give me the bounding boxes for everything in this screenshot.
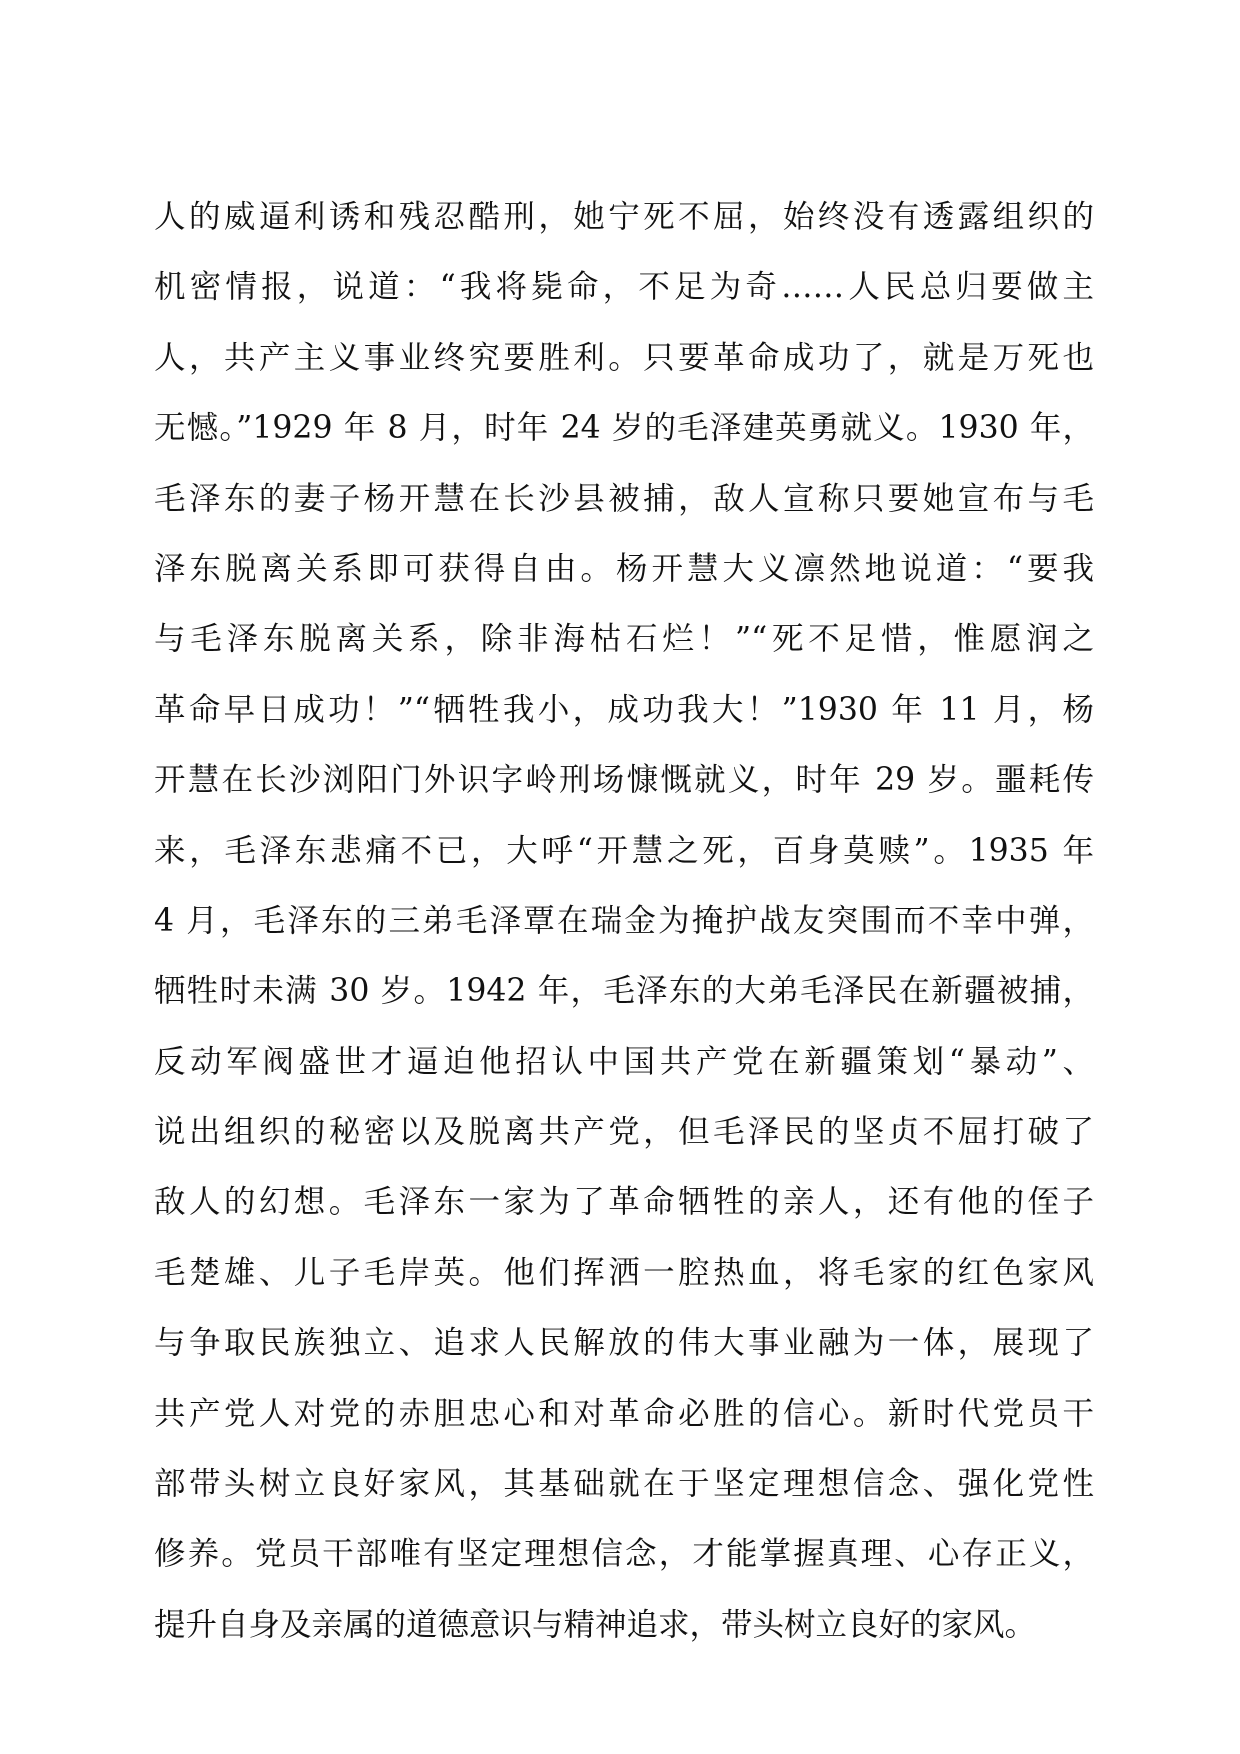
text-line: 4 月，毛泽东的三弟毛泽覃在瑞金为掩护战友突围而不幸中弹， (154, 902, 1094, 939)
text-line: 敌人的幻想。毛泽东一家为了革命牺牲的亲人，还有他的侄子 (154, 1184, 1094, 1221)
text-line: 来，毛泽东悲痛不已，大呼“开慧之死，百身莫赎”。1935 年 (154, 832, 1094, 869)
text-line: 共产党人对党的赤胆忠心和对革命必胜的信心。新时代党员干 (154, 1395, 1094, 1432)
text-line: 毛楚雄、儿子毛岸英。他们挥洒一腔热血，将毛家的红色家风 (154, 1254, 1094, 1291)
text-line: 泽东脱离关系即可获得自由。杨开慧大义凛然地说道：“要我 (154, 550, 1094, 587)
text-line: 部带头树立良好家风，其基础就在于坚定理想信念、强化党性 (154, 1466, 1094, 1503)
text-line: 提升自身及亲属的道德意识与精神追求，带头树立良好的家风。 (154, 1606, 1037, 1643)
text-line: 无憾。”1929 年 8 月，时年 24 岁的毛泽建英勇就义。1930 年， (154, 410, 1094, 447)
text-line: 说出组织的秘密以及脱离共产党，但毛泽民的坚贞不屈打破了 (154, 1114, 1094, 1151)
text-line: 牺牲时未满 30 岁。1942 年，毛泽东的大弟毛泽民在新疆被捕， (154, 973, 1094, 1010)
text-line: 反动军阀盛世才逼迫他招认中国共产党在新疆策划“暴动”、 (154, 1043, 1094, 1080)
text-line: 毛泽东的妻子杨开慧在长沙县被捕，敌人宣称只要她宣布与毛 (154, 480, 1094, 517)
text-line: 革命早日成功！”“牺牲我小，成功我大！”1930 年 11 月，杨 (154, 691, 1094, 728)
text-line: 与毛泽东脱离关系，除非海枯石烂！”“死不足惜，惟愿润之 (154, 621, 1094, 658)
text-line: 修养。党员干部唯有坚定理想信念，才能掌握真理、心存正义， (154, 1536, 1094, 1573)
text-line: 开慧在长沙浏阳门外识字岭刑场慷慨就义，时年 29 岁。噩耗传 (154, 762, 1094, 799)
text-line: 与争取民族独立、追求人民解放的伟大事业融为一体，展现了 (154, 1325, 1094, 1362)
text-line: 人的威逼利诱和残忍酷刑，她宁死不屈，始终没有透露组织的 (154, 199, 1094, 235)
text-line: 人，共产主义事业终究要胜利。只要革命成功了，就是万死也 (154, 339, 1094, 376)
text-line: 机密情报，说道：“我将毙命，不足为奇……人民总归要做主 (154, 269, 1094, 306)
body-paragraph (154, 182, 1094, 1660)
